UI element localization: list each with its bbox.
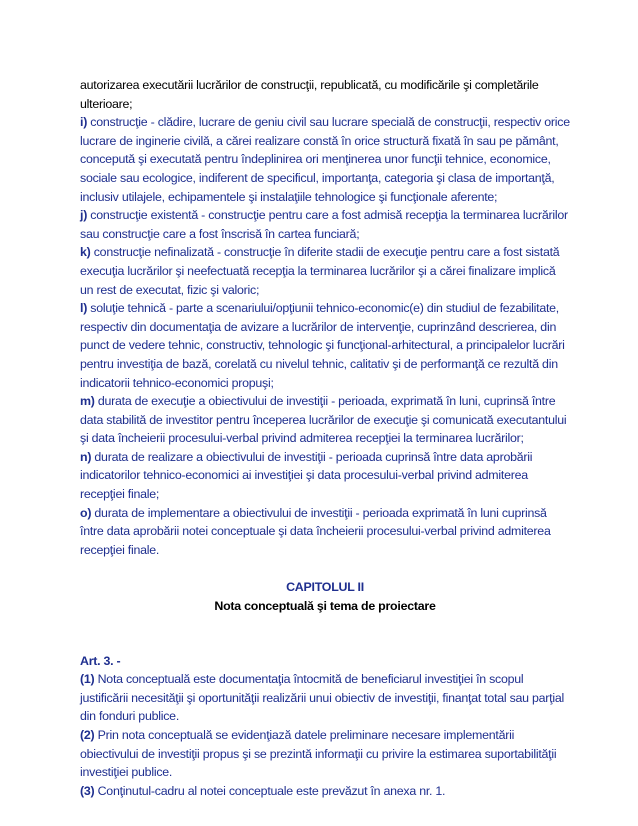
definition-j: [80, 206, 570, 243]
definition-l: [80, 299, 570, 392]
definition-text: construcţie existentă - construcţie pentru care a fost admisă recepţia la terminarea lucrărilor sau construcţie care a fost înscrisă în cartea funciară;: [80, 208, 568, 241]
definition-text: soluţie tehnică - parte a scenariului/opţiunii tehnico-economic(e) din studiul de fezabilitate, respectiv din documentaţia de avizare a lucrărilor de intervenţie, cuprinzând descrierea, din punct de vedere tehnic, constructiv, tehnologic şi funcţional-arhitectural, a principalelor lucrări pentru investiţia de bază, corelată cu nivelul tehnic, calitativ şi de performanţă ce rezultă din indicatorii tehnico-economici propuşi;: [80, 301, 565, 390]
definition-text: durata de execuţie a obiectivului de investiţii - perioada, exprimată în luni, cuprinsă între data stabilită de investitor pentru începerea lucrărilor de execuţie şi comunicată executantului şi data încheierii procesului-verbal privind admiterea recepţiei la terminarea lucrărilor;: [80, 394, 567, 446]
article-paragraph-3: [80, 782, 570, 801]
intro-paragraph: autorizarea executării lucrărilor de construcţii, republicată, cu modificările şi completările ulterioare;: [80, 78, 539, 111]
definition-n: [80, 448, 570, 504]
definition-label: o): [80, 505, 92, 520]
paragraph-text: Prin nota conceptuală se evidenţiază datele preliminare necesare implementării obiectivului de investiţii propus şi se prezintă informaţii cu privire la estimarea suportabilităţii investiţiei publice.: [80, 728, 557, 780]
article-paragraph-2: [80, 726, 570, 782]
definition-text: durata de implementare a obiectivului de investiţii - perioada exprimată în luni cuprinsă între data aprobării notei conceptuale şi data încheierii procesului-verbal privind admiterea recepţiei finale.: [80, 505, 551, 557]
definition-o: [80, 504, 570, 560]
chapter-title: CAPITOLUL II: [286, 580, 364, 595]
definition-label: l): [80, 301, 88, 316]
paragraph-text: Conţinutul-cadru al notei conceptuale este prevăzut în anexa nr. 1.: [97, 783, 446, 798]
article-title: Art. 3. -: [80, 653, 121, 668]
definition-label: k): [80, 245, 91, 260]
definition-text: construcţie nefinalizată - construcţie în diferite stadii de execuţie pentru care a fost sistată execuţia lucrărilor şi neefectuată recepţia la terminarea lucrărilor şi a cărei finalizare implică un rest de executat, fizic şi valoric;: [80, 245, 560, 297]
paragraph-label: (1): [80, 672, 95, 687]
definition-k: [80, 243, 570, 299]
definition-label: j): [80, 208, 88, 223]
paragraph-text: Nota conceptuală este documentaţia întocmită de beneficiarul investiţiei în scopul justificării necesităţii şi oportunităţii realizării unui obiectiv de investiţii, finanţat total sau parţial din fonduri publice.: [80, 672, 565, 724]
document-page: [80, 76, 570, 800]
definition-label: m): [80, 394, 95, 409]
definition-m: [80, 392, 570, 448]
paragraph-label: (2): [80, 728, 95, 742]
article-paragraph-1: [80, 670, 570, 726]
definition-i: [80, 113, 570, 206]
definition-text: durata de realizare a obiectivului de investiţii - perioada cuprinsă între data aprobării indicatorilor tehnico-economici ai investiţiei şi data procesului-verbal privind admiterea recepţiei finale;: [80, 449, 533, 502]
definition-label: i): [80, 115, 88, 130]
definition-text: construcţie - clădire, lucrare de geniu civil sau lucrare specială de construcţii, respectiv orice lucrare de inginerie civilă, a cărei realizare constă în orice structură fixată în sau pe pământ, concepută şi executată pentru îndeplinirea ori menţinerea unor funcţii tehnice, economice, sociale sau ecologice, indiferent de specificul, importanţa, categoria şi clasa de importanţă, inclusiv utilajele, echipamentele şi instalaţiile tehnologice şi funcţionale aferente;: [80, 115, 570, 204]
paragraph-label: (3): [80, 783, 95, 798]
definition-label: n): [80, 449, 92, 464]
chapter-subtitle: Nota conceptuală şi tema de proiectare: [214, 599, 436, 614]
